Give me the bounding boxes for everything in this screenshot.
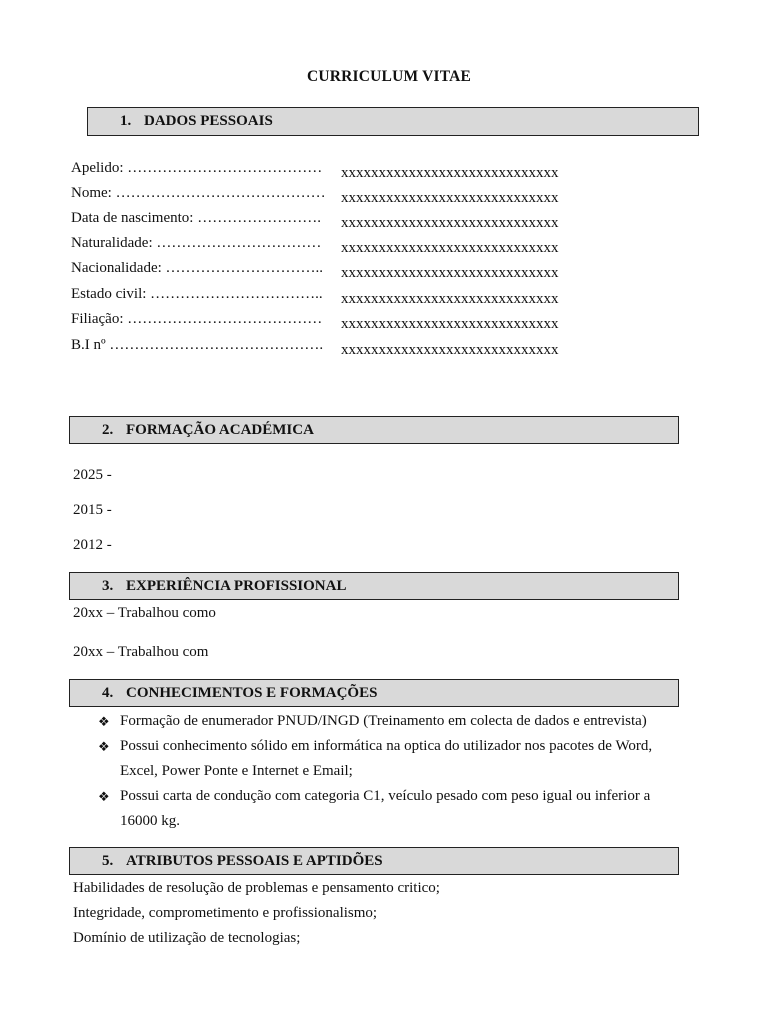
attribute-item: Domínio de utilização de tecnologias; [73,930,301,946]
personal-row-data-nascimento [71,210,559,232]
experience-item: 20xx – Trabalhou como [73,605,216,621]
personal-row-nome [71,185,559,207]
field-value: xxxxxxxxxxxxxxxxxxxxxxxxxxxxx [341,215,559,231]
field-label: B.I nº ……………………………………. [71,337,324,353]
personal-row-bi [71,337,559,359]
field-label: Filiação: ………………………………… [71,311,323,327]
section-number: 4. [102,685,114,701]
section-header-formacao-academica [69,416,679,444]
knowledge-text: Possui carta de condução com categoria C1, veículo pesado com peso igual ou inferior a 16000 kg. [120,788,651,829]
knowledge-item [98,734,678,784]
section-number: 1. [120,113,132,129]
knowledge-text: Formação de enumerador PNUD/INGD (Treinamento em colecta de dados e entrevista) [120,713,647,729]
personal-row-filiacao [71,311,559,333]
field-label: Nacionalidade: ………………………….. [71,260,324,276]
section-header-dados-pessoais [87,107,699,136]
education-item: 2012 - [73,537,112,553]
attribute-item: Integridade, comprometimento e profissionalismo; [73,905,378,921]
diamond-bullet-icon: ❖ [98,714,110,729]
field-value: xxxxxxxxxxxxxxxxxxxxxxxxxxxxx [341,190,559,206]
section-number: 5. [102,853,114,869]
section-title: CONHECIMENTOS E FORMAÇÕES [126,685,378,701]
knowledge-item [98,784,678,834]
diamond-bullet-icon: ❖ [98,789,110,804]
education-item: 2015 - [73,502,112,518]
field-label: Estado civil: …………………………….. [71,286,323,302]
field-label: Data de nascimento: ……………………. [71,210,321,226]
personal-row-nacionalidade [71,260,559,282]
field-label: Naturalidade: …………………………… [71,235,322,251]
education-item: 2025 - [73,467,112,483]
document-title: CURRICULUM VITAE [306,68,472,85]
field-value: xxxxxxxxxxxxxxxxxxxxxxxxxxxxx [341,240,559,256]
diamond-bullet-icon: ❖ [98,739,110,754]
personal-row-naturalidade [71,235,559,257]
field-value: xxxxxxxxxxxxxxxxxxxxxxxxxxxxx [341,291,559,307]
knowledge-text: Possui conhecimento sólido em informática na optica do utilizador nos pacotes de Word, Excel, Power Ponte e Internet e Email; [120,738,653,779]
field-value: xxxxxxxxxxxxxxxxxxxxxxxxxxxxx [341,342,559,358]
experience-item: 20xx – Trabalhou com [73,644,209,660]
section-number: 2. [102,422,114,438]
section-title: DADOS PESSOAIS [144,113,273,129]
field-label: Nome: …………………………………… [71,185,326,201]
field-value: xxxxxxxxxxxxxxxxxxxxxxxxxxxxx [341,316,559,332]
field-label: Apelido: ………………………………… [71,160,323,176]
personal-row-estado-civil [71,286,559,308]
knowledge-item [98,709,678,734]
section-number: 3. [102,578,114,594]
field-value: xxxxxxxxxxxxxxxxxxxxxxxxxxxxx [341,265,559,281]
section-header-conhecimentos [69,679,679,707]
section-title: EXPERIÊNCIA PROFISSIONAL [126,578,347,594]
personal-row-apelido [71,160,559,182]
section-title: ATRIBUTOS PESSOAIS E APTIDÕES [126,853,383,869]
section-title: FORMAÇÃO ACADÉMICA [126,422,314,438]
section-header-atributos [69,847,679,875]
attribute-item: Habilidades de resolução de problemas e pensamento critico; [73,880,440,896]
section-header-experiencia-profissional [69,572,679,600]
field-value: xxxxxxxxxxxxxxxxxxxxxxxxxxxxx [341,165,559,181]
